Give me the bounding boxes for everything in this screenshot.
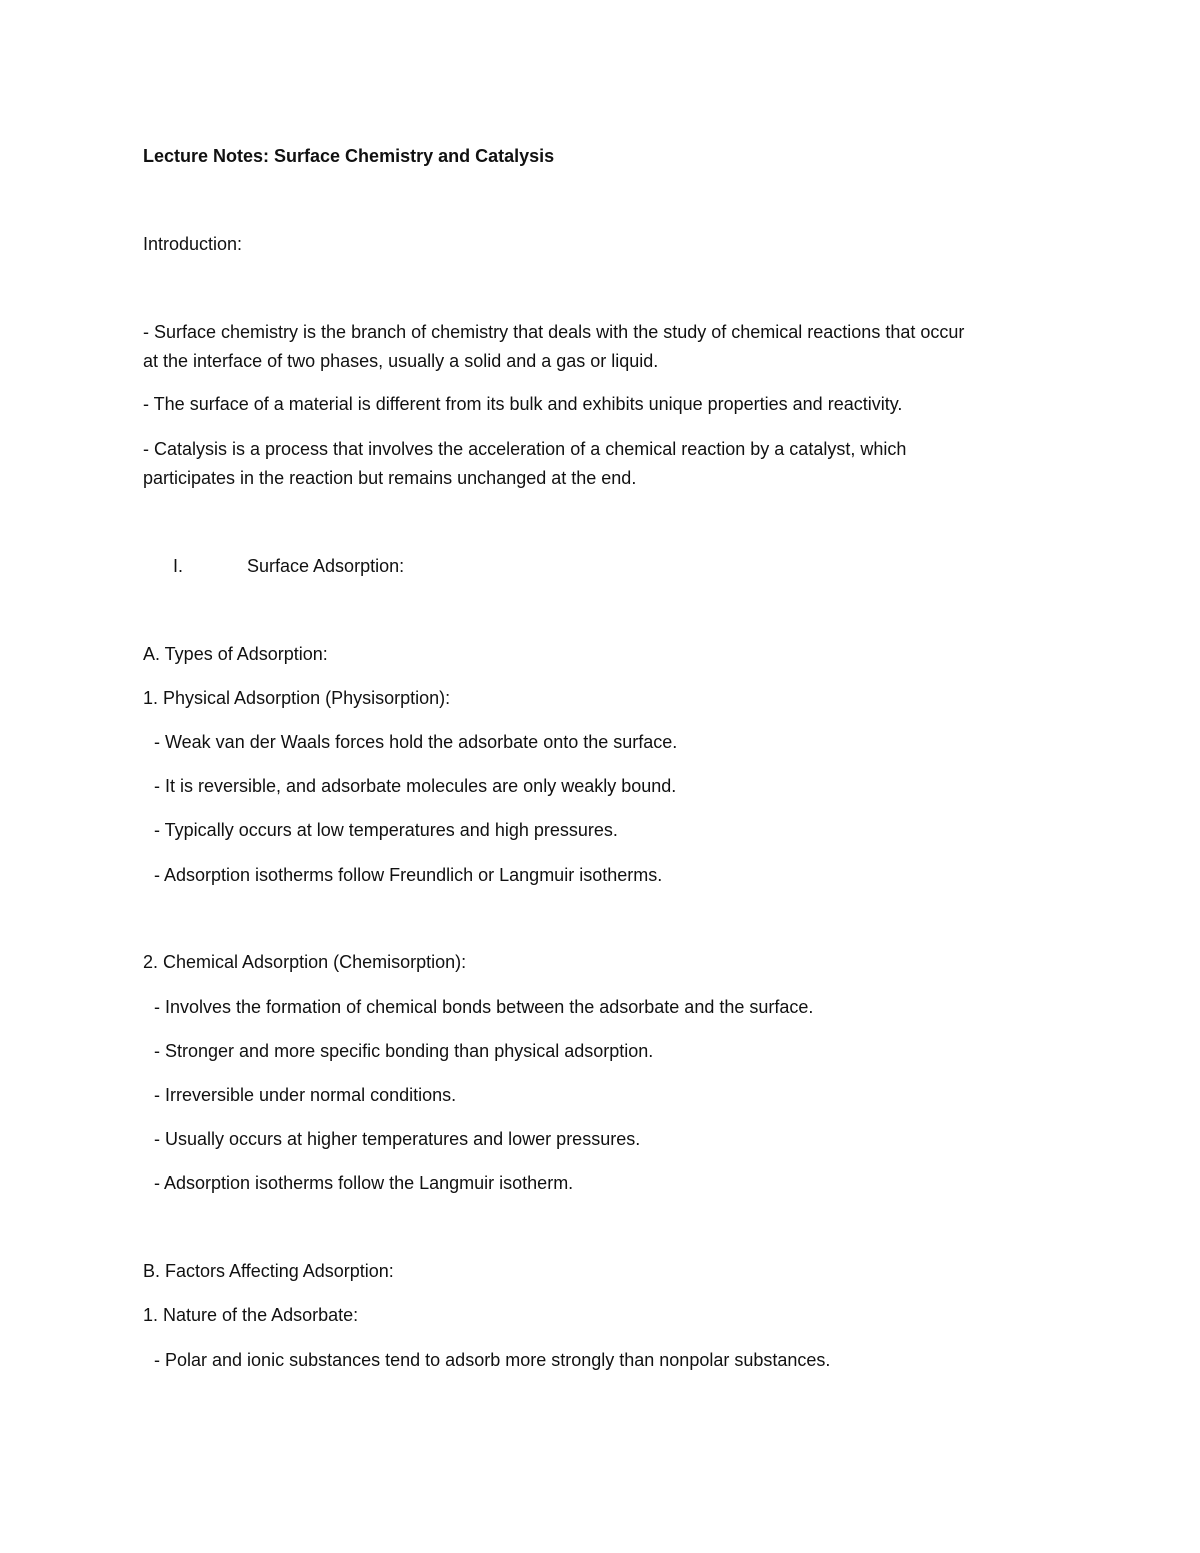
subsection-a-heading: A. Types of Adsorption: <box>143 644 328 664</box>
intro-item-1-line-2: at the interface of two phases, usually a solid and a gas or liquid. <box>143 351 659 371</box>
chemical-adsorption-item-3: - Irreversible under normal conditions. <box>154 1085 457 1105</box>
intro-item-3-line-1: - Catalysis is a process that involves the acceleration of a chemical reaction by a catalyst, which <box>143 439 907 459</box>
intro-heading: Introduction: <box>143 234 243 254</box>
document-title: Lecture Notes: Surface Chemistry and Catalysis <box>143 146 555 166</box>
physical-adsorption-heading: 1. Physical Adsorption (Physisorption): <box>143 688 451 708</box>
chemical-adsorption-heading: 2. Chemical Adsorption (Chemisorption): <box>143 952 467 972</box>
physical-adsorption-item-3: - Typically occurs at low temperatures and high pressures. <box>154 820 618 840</box>
section-1-title: Surface Adsorption: <box>247 556 405 576</box>
adsorbate-nature-item-1: - Polar and ionic substances tend to adsorb more strongly than nonpolar substances. <box>154 1350 831 1370</box>
chemical-adsorption-item-2: - Stronger and more specific bonding than physical adsorption. <box>154 1041 654 1061</box>
chemical-adsorption-item-4: - Usually occurs at higher temperatures and lower pressures. <box>154 1129 641 1149</box>
subsection-b-heading: B. Factors Affecting Adsorption: <box>143 1261 394 1281</box>
physical-adsorption-item-4: - Adsorption isotherms follow Freundlich or Langmuir isotherms. <box>154 865 663 885</box>
physical-adsorption-item-1: - Weak van der Waals forces hold the adsorbate onto the surface. <box>154 732 678 752</box>
intro-item-3-line-2: participates in the reaction but remains unchanged at the end. <box>143 468 637 488</box>
section-1-numeral: I. <box>173 556 184 576</box>
physical-adsorption-item-2: - It is reversible, and adsorbate molecules are only weakly bound. <box>154 776 677 796</box>
adsorbate-nature-heading: 1. Nature of the Adsorbate: <box>143 1305 359 1325</box>
chemical-adsorption-item-5: - Adsorption isotherms follow the Langmuir isotherm. <box>154 1173 574 1193</box>
intro-item-2: - The surface of a material is different from its bulk and exhibits unique properties and reactivity. <box>143 394 903 414</box>
intro-item-1-line-1: - Surface chemistry is the branch of chemistry that deals with the study of chemical reactions that occur <box>143 322 965 342</box>
chemical-adsorption-item-1: - Involves the formation of chemical bonds between the adsorbate and the surface. <box>154 997 814 1017</box>
